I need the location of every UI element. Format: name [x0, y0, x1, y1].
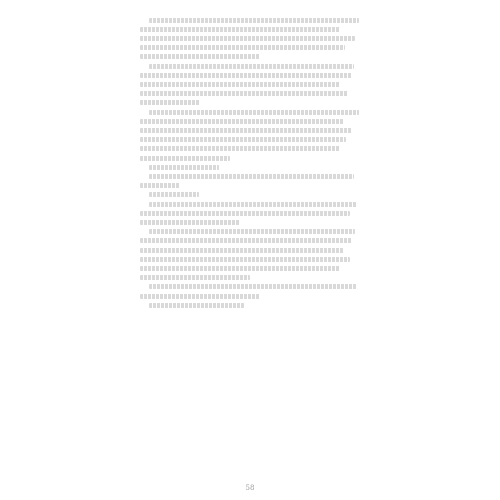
dialogue-line-illegible — [140, 163, 362, 172]
paragraph-illegible — [140, 200, 362, 228]
page-number: 58 — [245, 484, 255, 492]
paragraph-illegible — [140, 172, 362, 190]
paragraph-illegible — [140, 108, 362, 163]
paragraph-illegible — [140, 228, 362, 283]
paragraph-illegible — [140, 283, 362, 301]
dialogue-line-illegible — [140, 191, 362, 200]
dialogue-line-illegible — [140, 301, 362, 310]
body-text — [140, 16, 362, 311]
paragraph-illegible — [140, 16, 362, 62]
paragraph-illegible — [140, 62, 362, 108]
